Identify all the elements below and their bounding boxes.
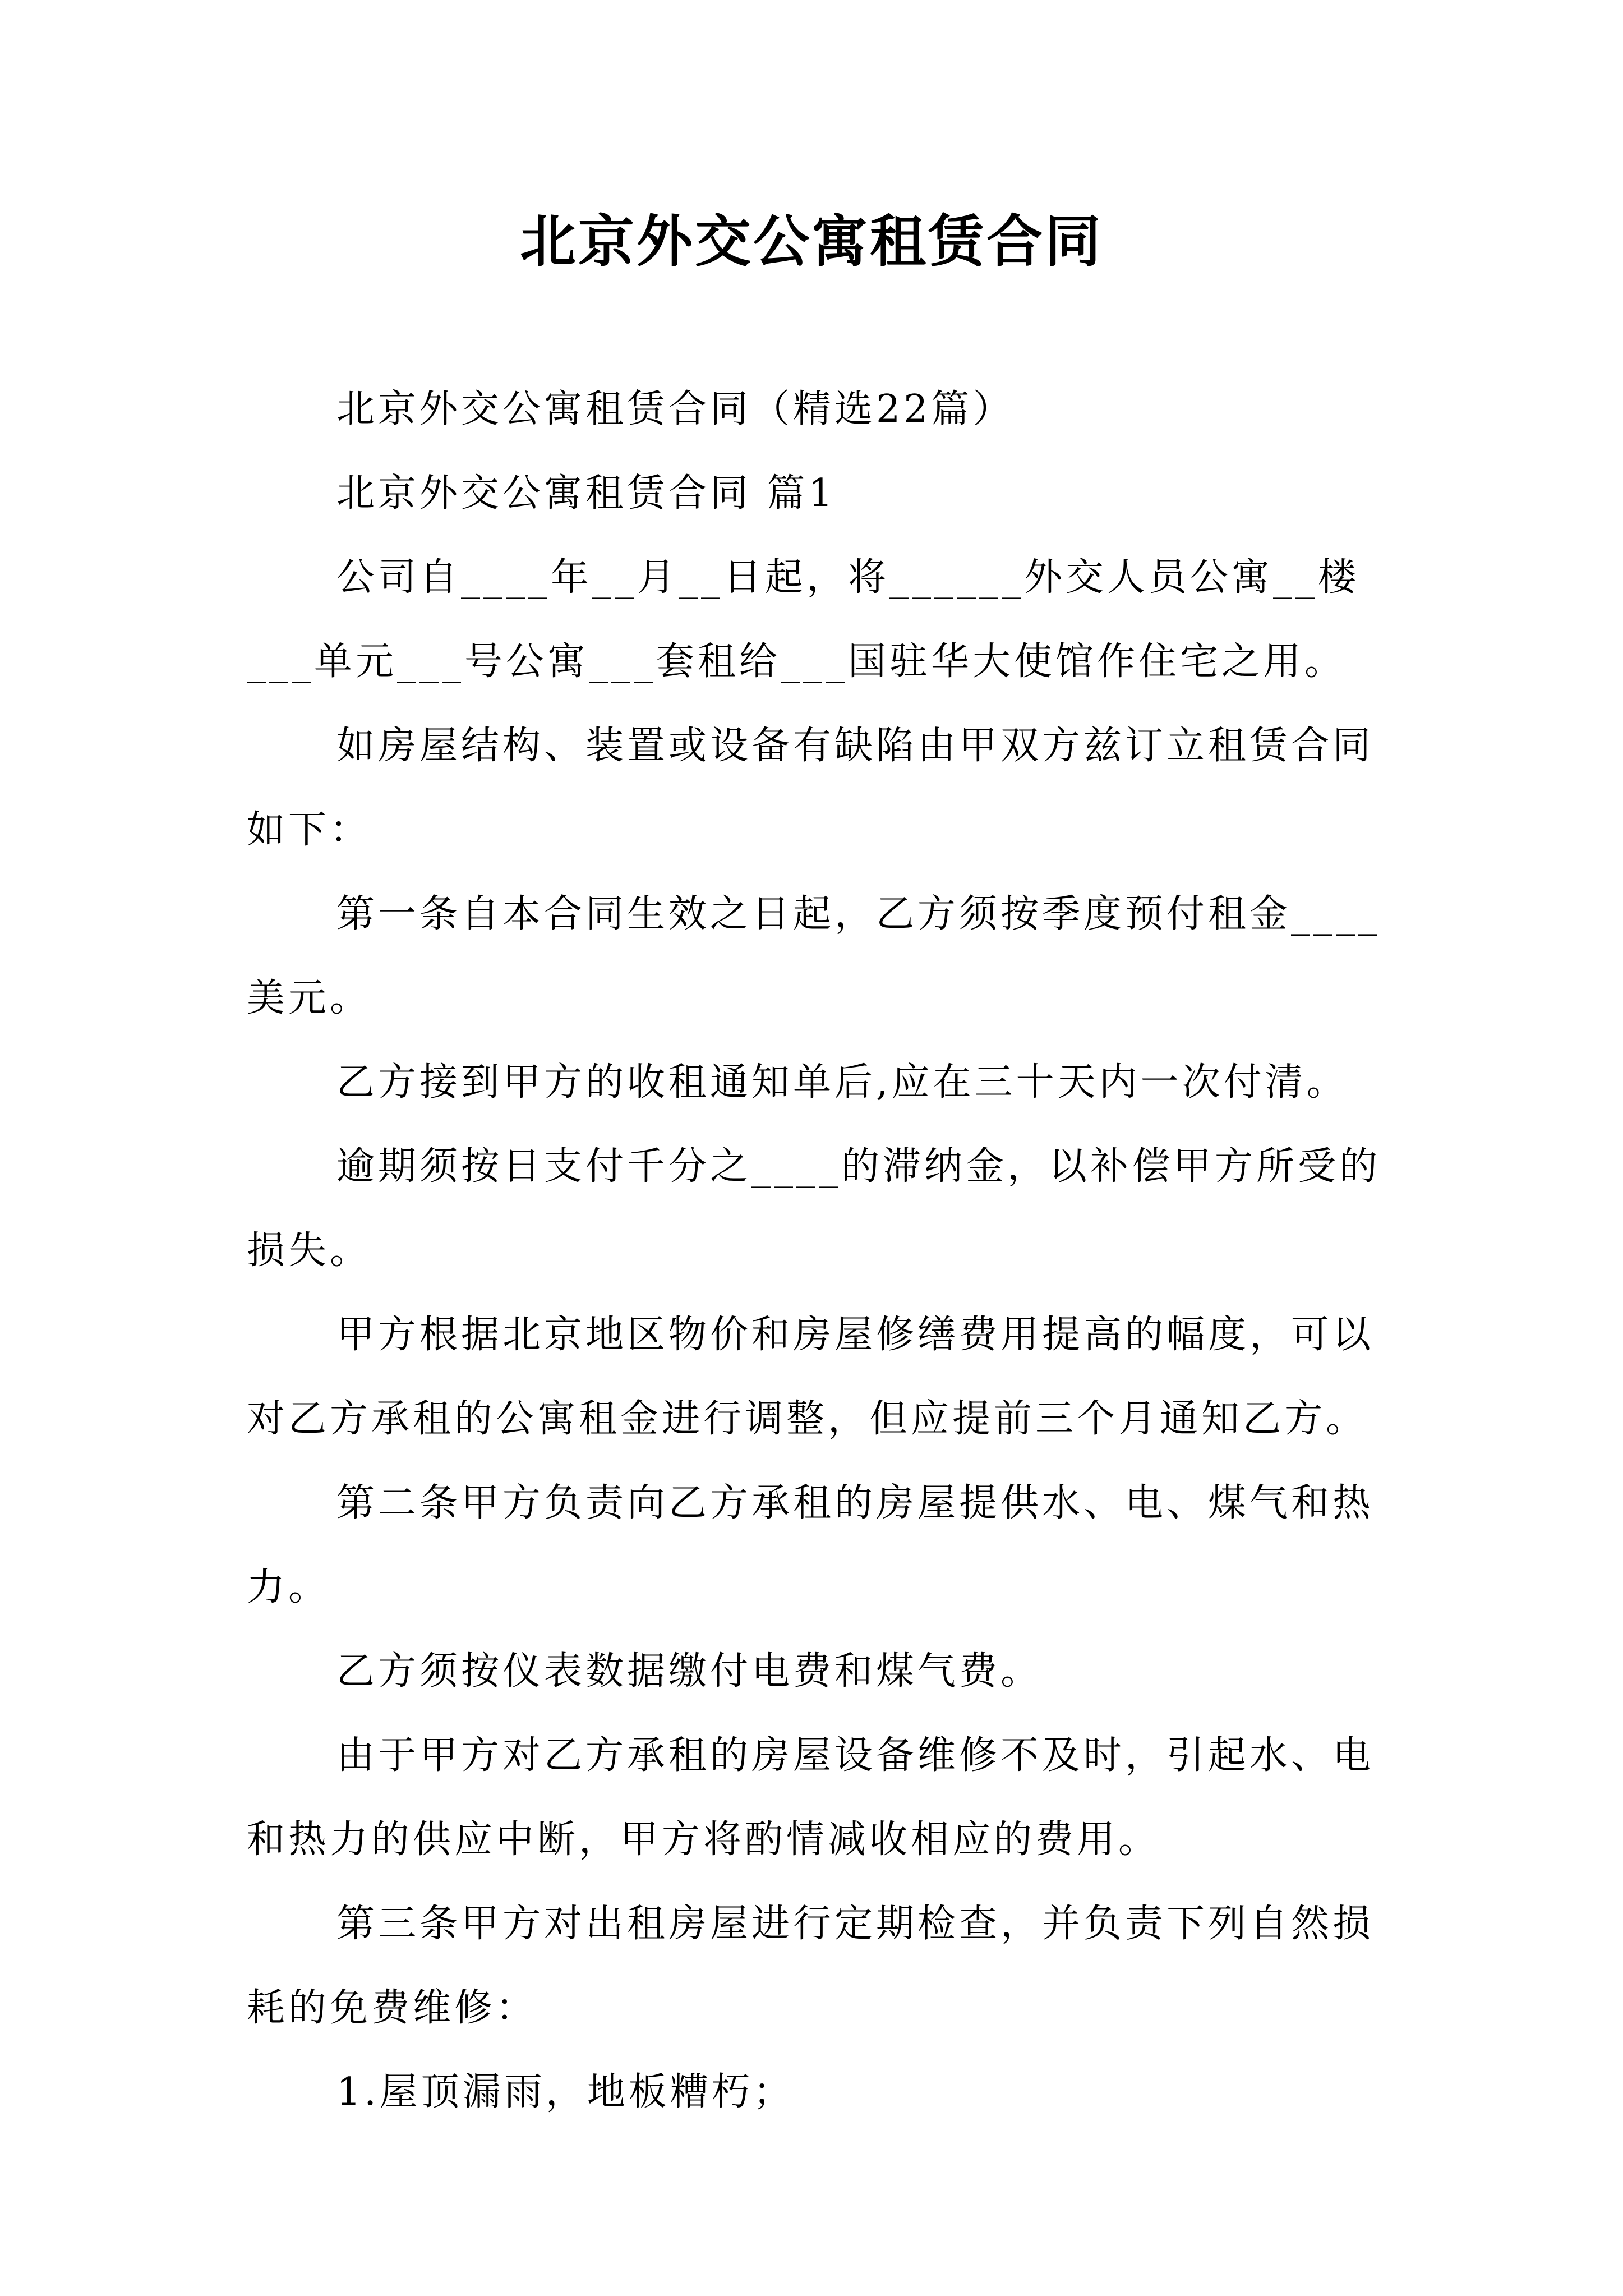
- paragraph: 甲方根据北京地区物价和房屋修缮费用提高的幅度，可以对乙方承租的公寓租金进行调整，但应提前三个月通知乙方。: [247, 1313, 1375, 1441]
- document-title: 北京外交公寓租赁合同: [520, 208, 1103, 274]
- paragraph-article-2: 第二条甲方负责向乙方承租的房屋提供水、电、煤气和热力。: [247, 1481, 1375, 1609]
- paragraph-article-1: 第一条自本合同生效之日起，乙方须按季度预付租金____美元。: [247, 892, 1381, 1020]
- paragraph-article-3: 第三条甲方对出租房屋进行定期检查，并负责下列自然损耗的免费维修：: [247, 1902, 1375, 2030]
- paragraph-subtitle: 北京外交公寓租赁合同（精选22篇）: [336, 387, 1015, 431]
- paragraph: 逾期须按日支付千分之____的滞纳金，以补偿甲方所受的损失。: [247, 1144, 1381, 1273]
- paragraph: 如房屋结构、装置或设备有缺陷由甲双方兹订立租赁合同如下：: [247, 724, 1375, 852]
- paragraph: 乙方接到甲方的收租通知单后,应在三十天内一次付清。: [336, 1060, 1348, 1105]
- document-body: [247, 367, 1391, 2134]
- paragraph: 乙方须按仪表数据缴付电费和煤气费。: [336, 1649, 1043, 1694]
- paragraph: 由于甲方对乙方承租的房屋设备维修不及时，引起水、电和热力的供应中断，甲方将酌情减收相应的费用。: [247, 1733, 1375, 1862]
- paragraph: 公司自____年__月__日起，将______外交人员公寓__楼___单元___号公寓___套租给___国驻华大使馆作住宅之用。: [247, 555, 1360, 684]
- paragraph-section-heading: 北京外交公寓租赁合同 篇1: [336, 471, 836, 516]
- list-item: 1.屋顶漏雨，地板糟朽；: [336, 2070, 795, 2114]
